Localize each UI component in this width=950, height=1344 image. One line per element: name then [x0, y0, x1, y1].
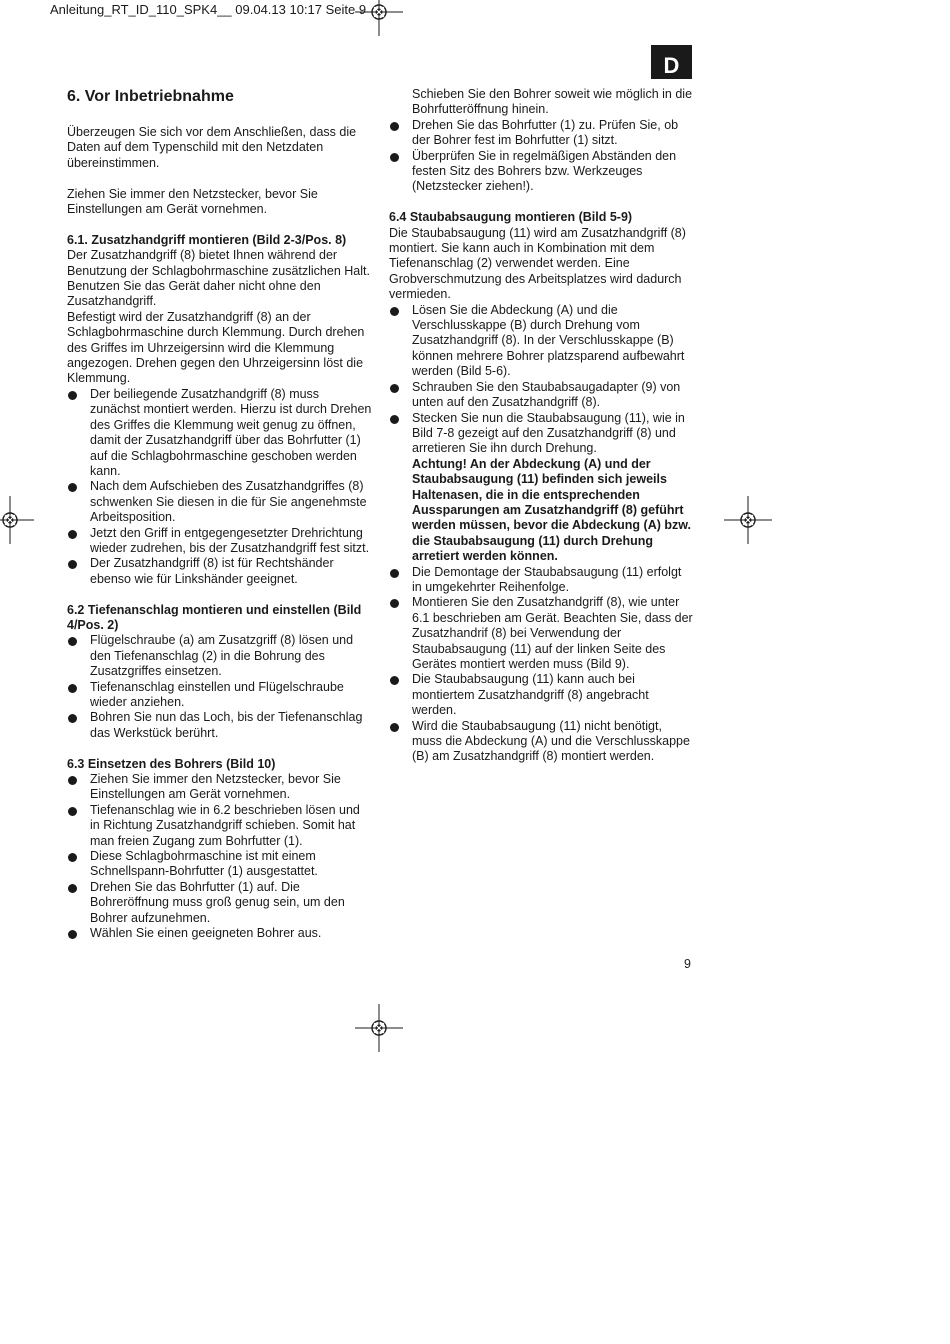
list-item: Diese Schlagbohrmaschine ist mit einem Schnellspann-Bohrfutter (1) ausgestattet.	[67, 849, 372, 880]
bullet-icon	[390, 122, 399, 131]
list-item: Drehen Sie das Bohrfutter (1) auf. Die Bohreröffnung muss groß genug sein, um den Bohrer aufzunehmen.	[67, 880, 372, 926]
page-number: 9	[684, 957, 691, 971]
bullet-icon	[68, 560, 77, 569]
bullet-icon	[68, 884, 77, 893]
bullet-icon	[390, 384, 399, 393]
list-item: Der beiliegende Zusatzhandgriff (8) muss zunächst montiert werden. Hierzu ist durch Drehen des Griffes die Klemmung weit genug zu öffnen, damit der Zusatzhandgriff über das Bohrfutter (1) auf die Schlagbohrmaschine geschoben werden kann.	[67, 387, 372, 479]
list-item: Wählen Sie einen geeigneten Bohrer aus.	[67, 926, 372, 941]
registration-mark-right-icon	[724, 496, 772, 544]
list-item: Jetzt den Griff in entgegengesetzter Drehrichtung wieder zudrehen, bis der Zusatzhandgriff fest sitzt.	[67, 526, 372, 557]
bullet-icon	[68, 684, 77, 693]
bullet-icon	[68, 807, 77, 816]
bullet-icon	[68, 530, 77, 539]
bullet-icon	[390, 676, 399, 685]
warning-text: Achtung! An der Abdeckung (A) und der Staubabsaugung (11) befinden sich jeweils Haltenasen, die in die entsprechenden Aussparungen am Zusatzhandgriff (8) geführt werden müssen, bevor die Abdeckung (A) bzw. die Staubabsaugung (11) durch Drehung arretiert werden können.	[412, 456, 691, 564]
list-item: Der Zusatzhandgriff (8) ist für Rechtshänder ebenso wie für Linkshänder geeignet.	[67, 556, 372, 587]
language-tab: D	[651, 45, 692, 79]
list-item: Schrauben Sie den Staubabsaugadapter (9) von unten auf den Zusatzhandgriff (8).	[389, 380, 694, 411]
list-item: Ziehen Sie immer den Netzstecker, bevor Sie Einstellungen am Gerät vornehmen.	[67, 772, 372, 803]
list-item: Tiefenanschlag wie in 6.2 beschrieben lösen und in Richtung Zusatzhandgriff schieben. Somit hat man freien Zugang zum Bohrfutter (1).	[67, 803, 372, 849]
bullet-icon	[390, 307, 399, 316]
list-item: Flügelschraube (a) am Zusatzgriff (8) lösen und den Tiefenanschlag (2) in die Bohrung des Zusatzgriffes einsetzen.	[67, 633, 372, 679]
section-6-3-heading: 6.3 Einsetzen des Bohrers (Bild 10)	[67, 756, 276, 771]
intro-paragraph-1: Überzeugen Sie sich vor dem Anschließen, dass die Daten auf dem Typenschild mit den Netzdaten übereinstimmen.	[67, 125, 357, 170]
bullet-icon	[390, 415, 399, 424]
list-item: Lösen Sie die Abdeckung (A) und die Verschlusskappe (B) durch Drehung vom Zusatzhandgriff (8). In der Verschlusskappe (B) können mehrere Bohrer platzsparend aufbewahrt werden (Bild 5-6).	[389, 303, 694, 380]
list-item: Wird die Staubabsaugung (11) nicht benötigt, muss die Abdeckung (A) und die Verschlusskappe (B) am Zusatzhandgriff (8) montiert werden.	[389, 719, 694, 765]
list-item: Montieren Sie den Zusatzhandgriff (8), wie unter 6.1 beschrieben am Gerät. Beachten Sie, dass der Zusatzhandrif (8) bei Verwendung der Staubabsaugung (11) auf der linken Seite des Gerätes montiert werden muss (Bild 9).	[389, 595, 694, 672]
section-6-1-text-1: Der Zusatzhandgriff (8) bietet Ihnen während der Benutzung der Schlagbohrmaschine zusätzlichen Halt. Benutzen Sie das Gerät daher nicht ohne den Zusatzhandgriff.	[67, 248, 370, 309]
bullet-icon	[390, 599, 399, 608]
section-6-4-heading: 6.4 Staubabsaugung montieren (Bild 5-9)	[389, 210, 633, 225]
registration-mark-left-icon	[0, 496, 34, 544]
bullet-icon	[68, 776, 77, 785]
list-item: Bohren Sie nun das Loch, bis der Tiefenanschlag das Werkstück berührt.	[67, 710, 372, 741]
list-item: Die Demontage der Staubabsaugung (11) erfolgt in umgekehrter Reihenfolge.	[389, 565, 694, 596]
continued-paragraph: Schieben Sie den Bohrer soweit wie möglich in die Bohrfutteröffnung hinein.	[412, 87, 693, 117]
list-item: Stecken Sie nun die Staubabsaugung (11), wie in Bild 7-8 gezeigt auf den Zusatzhandgriff (8) und arretieren Sie ihn durch Drehung.	[389, 411, 694, 457]
list-item: Nach dem Aufschieben des Zusatzhandgriffes (8) schwenken Sie diesen in die für Sie angenehmste Arbeitsposition.	[67, 479, 372, 525]
section-title: 6. Vor Inbetriebnahme	[67, 88, 234, 105]
bullet-icon	[68, 637, 77, 646]
bullet-icon	[68, 391, 77, 400]
section-6-1-text-2: Befestigt wird der Zusatzhandgriff (8) an der Schlagbohrmaschine durch Klemmung. Durch drehen des Griffes im Uhrzeigersinn wird die Klemmung angezogen. Drehen gegen den Uhrzeigersinn löst die Klemmung.	[67, 309, 365, 386]
registration-mark-top-icon	[355, 0, 403, 36]
intro-paragraph-2: Ziehen Sie immer den Netzstecker, bevor Sie Einstellungen am Gerät vornehmen.	[67, 186, 318, 217]
section-6-1-heading: 6.1. Zusatzhandgriff montieren (Bild 2-3/Pos. 8)	[67, 232, 347, 247]
list-item: Tiefenanschlag einstellen und Flügelschraube wieder anziehen.	[67, 680, 372, 711]
print-header: Anleitung_RT_ID_110_SPK4__ 09.04.13 10:17 Seite 9	[50, 2, 367, 17]
bullet-icon	[390, 153, 399, 162]
registration-mark-bottom-icon	[355, 1004, 403, 1052]
bullet-icon	[68, 714, 77, 723]
bullet-icon	[68, 930, 77, 939]
left-column	[67, 87, 372, 941]
bullet-icon	[68, 483, 77, 492]
section-6-4-text: Die Staubabsaugung (11) wird am Zusatzhandgriff (8) montiert. Sie kann auch in Kombination mit dem Tiefenanschlag (2) verwendet werden. Eine Grobverschmutzung des Arbeitsplatzes wird dadurch vermieden.	[389, 225, 686, 302]
list-item: Drehen Sie das Bohrfutter (1) zu. Prüfen Sie, ob der Bohrer fest im Bohrfutter (1) sitzt.	[389, 118, 694, 149]
bullet-icon	[390, 723, 399, 732]
list-item: Überprüfen Sie in regelmäßigen Abständen den festen Sitz des Bohrers bzw. Werkzeuges (Netzstecker ziehen!).	[389, 149, 694, 195]
right-column	[389, 87, 694, 765]
bullet-icon	[390, 569, 399, 578]
bullet-icon	[68, 853, 77, 862]
section-6-2-heading: 6.2 Tiefenanschlag montieren und einstellen (Bild 4/Pos. 2)	[67, 602, 362, 632]
list-item: Die Staubabsaugung (11) kann auch bei montiertem Zusatzhandgriff (8) angebracht werden.	[389, 672, 694, 718]
